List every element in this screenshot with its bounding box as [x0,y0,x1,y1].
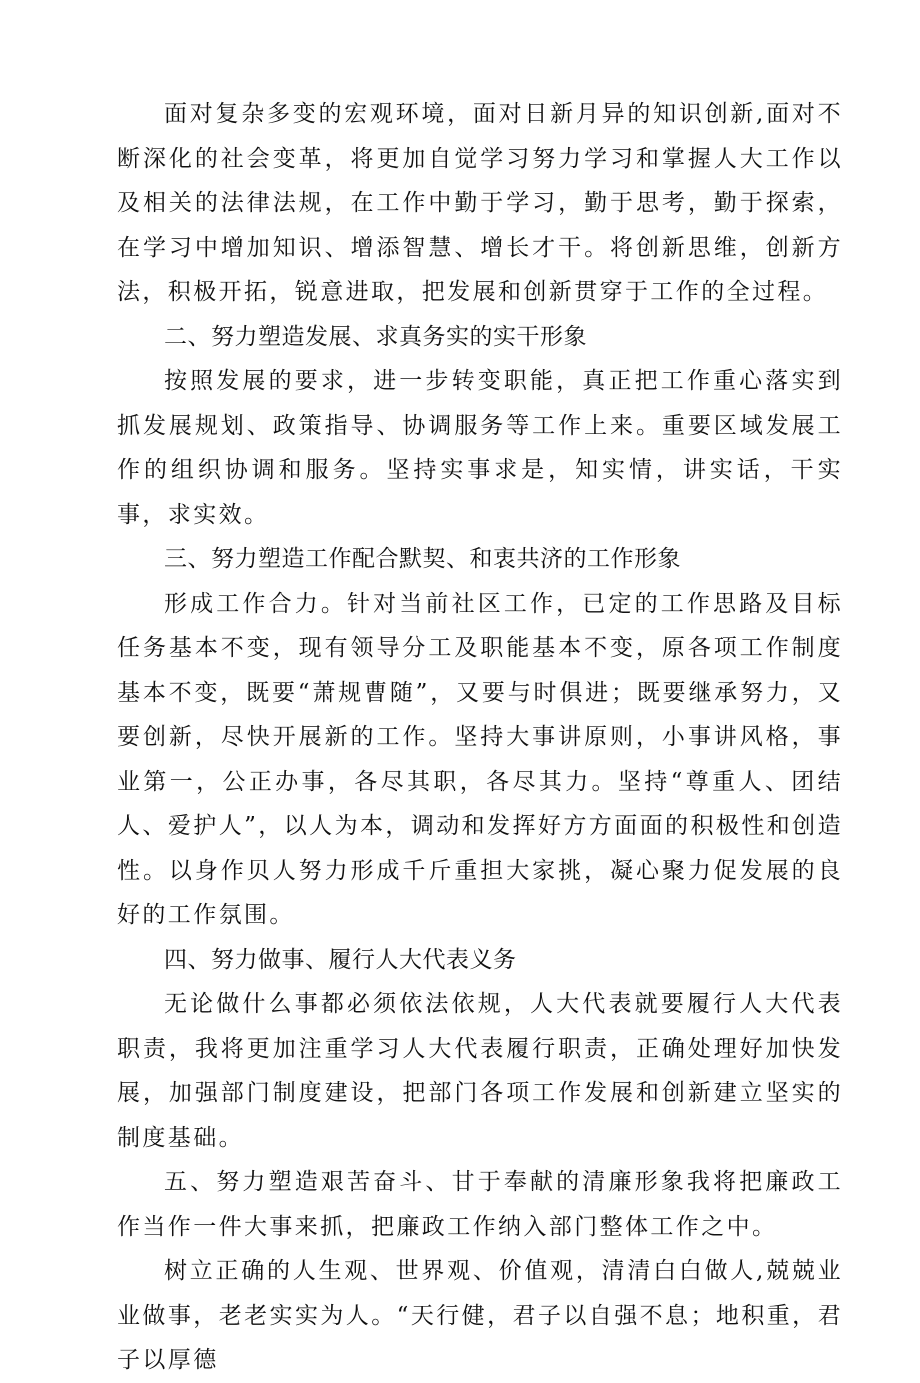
paragraph-values: 树立正确的人生观、世界观、价值观，清清白白做人,兢兢业业做事，老老实实为人。“天行健，君子以自强不息；地积重，君子以厚德 [117,1258,843,1373]
heading-section-3: 三、努力塑造工作配合默契、和衷共济的工作形象 [164,546,681,572]
heading-section-4: 四、努力做事、履行人大代表义务 [164,946,517,973]
paragraph-development: 按照发展的要求，进一步转变职能，真正把工作重心落实到抓发展规划、政策指导、协调服务等工作上来。重要区域发展工作的组织协调和服务。坚持实事求是，知实情，讲实话，干实事，求实效。 [117,368,843,528]
paragraph-duties: 无论做什么事都必须依法依规，人大代表就要履行人大代表职责，我将更加注重学习人大代表履行职责，正确处理好加快发展，加强部门制度建设，把部门各项工作发展和创新建立坚实的制度基础。 [117,991,843,1151]
paragraph-teamwork: 形成工作合力。针对当前社区工作，已定的工作思路及目标任务基本不变，现有领导分工及职能基本不变，原各项工作制度基本不变，既要“萧规曹随”，又要与时俱进；既要继承努力，又要创新，尽快开展新的工作。坚持大事讲原则，小事讲风格，事业第一，公正办事，各尽其职，各尽其力。坚持“尊重人、团结人、爱护人”，以人为本，调动和发挥好方方面面的积极性和创造性。以身作贝人努力形成千斤重担大家挑，凝心聚力促发展的良好的工作氛围。 [117,590,843,928]
paragraph-study: 面对复杂多变的宏观环境，面对日新月异的知识创新,面对不断深化的社会变革，将更加自觉学习努力学习和掌握人大工作以及相关的法律法规，在工作中勤于学习，勤于思考，勤于探索，在学习中增加知识、增添智慧、增长才干。将创新思维，创新方法，积极开拓，锐意进取，把发展和创新贯穿于工作的全过程。 [117,101,843,305]
document-body [117,92,843,1383]
paragraph-section-5: 五、努力塑造艰苦奋斗、甘于奉献的清廉形象我将把廉政工作当作一件大事来抓，把廉政工作纳入部门整体工作之中。 [117,1169,843,1240]
heading-section-2: 二、努力塑造发展、求真务实的实干形象 [164,323,587,350]
